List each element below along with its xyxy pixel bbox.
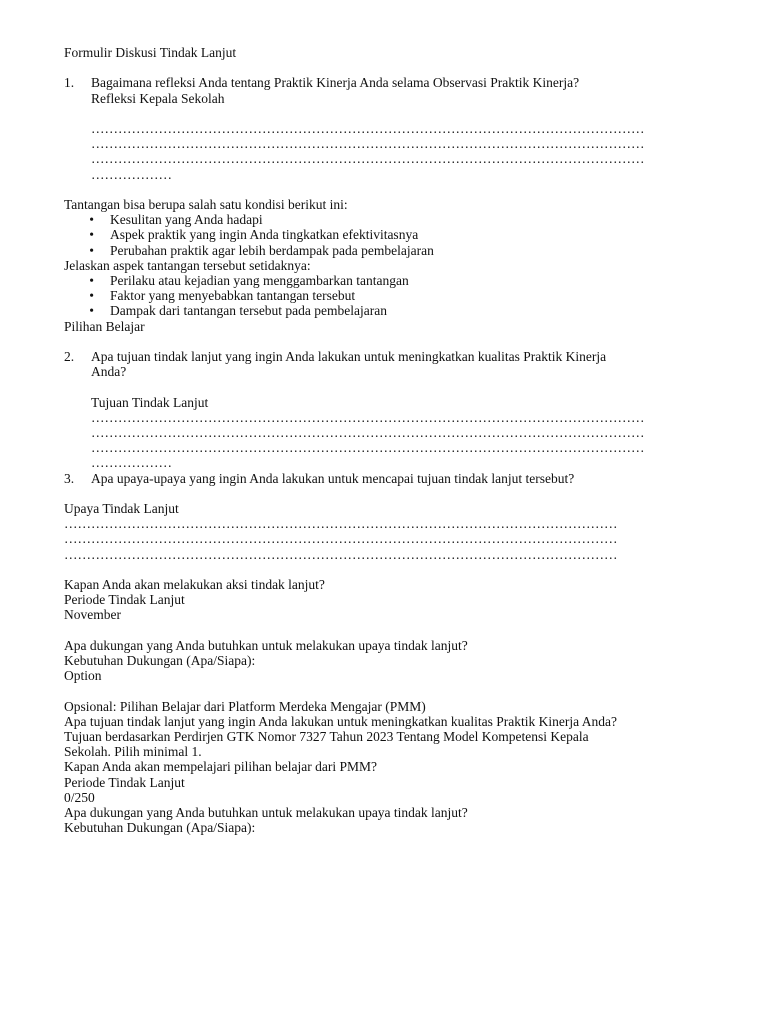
- question-2-number: 2.: [64, 349, 75, 364]
- opsional-kapan-question: Kapan Anda akan mempelajari pilihan belajar dari PMM?: [64, 759, 378, 775]
- question-3-number: 3.: [64, 470, 75, 486]
- question-2: [64, 349, 714, 471]
- dukungan-label: Kebutuhan Dukungan (Apa/Siapa):: [64, 653, 256, 668]
- dukungan-value: Option: [64, 668, 102, 684]
- character-counter: 0/250: [64, 789, 95, 805]
- opsional-dukungan-label: Kebutuhan Dukungan (Apa/Siapa):: [64, 820, 256, 836]
- refleksi-dots-line-1: ……………………………………………………………………………………………………………: [91, 120, 645, 136]
- bullet-icon: •: [89, 288, 94, 304]
- bullet-icon: •: [89, 212, 94, 228]
- question-2-text-line-1: Apa tujuan tindak lanjut yang ingin Anda lakukan untuk meningkatkan kualitas Praktik Kinerja: [91, 349, 607, 364]
- refleksi-dots-line-2: ……………………………………………………………………………………………………………: [91, 136, 645, 152]
- refleksi-dots-line-4: ………………: [91, 166, 172, 182]
- list-item: • Kesulitan yang Anda hadapi: [64, 212, 714, 227]
- question-3: [64, 471, 714, 486]
- question-2-text-line-2: Anda?: [91, 364, 127, 380]
- opsional-question: Apa tujuan tindak lanjut yang ingin Anda lakukan untuk meningkatkan kualitas Praktik Kinerja Anda?: [64, 713, 618, 729]
- bullet-icon: •: [89, 303, 94, 319]
- refleksi-label: Refleksi Kepala Sekolah: [91, 90, 225, 106]
- list-item: • Dampak dari tantangan tersebut pada pembelajaran: [64, 303, 714, 318]
- challenge-explain: Jelaskan aspek tantangan tersebut setidaknya:: [64, 257, 311, 273]
- list-item: • Faktor yang menyebabkan tantangan tersebut: [64, 288, 714, 303]
- document-title: Formulir Diskusi Tindak Lanjut: [64, 45, 237, 60]
- bullet-icon: •: [89, 273, 94, 288]
- question-1: [64, 75, 714, 181]
- upaya-dots-line-2: ……………………………………………………………………………………………………………: [64, 531, 618, 547]
- bullet-icon: •: [89, 242, 94, 258]
- tujuan-label: Tujuan Tindak Lanjut: [91, 394, 209, 410]
- opsional-periode-label: Periode Tindak Lanjut: [64, 774, 185, 790]
- dukungan-question: Apa dukungan yang Anda butuhkan untuk melakukan upaya tindak lanjut?: [64, 637, 468, 653]
- challenge-intro: Tantangan bisa berupa salah satu kondisi berikut ini:: [64, 196, 348, 212]
- periode-question: Kapan Anda akan melakukan aksi tindak lanjut?: [64, 577, 325, 592]
- question-1-number: 1.: [64, 75, 75, 91]
- question-1-text: Bagaimana refleksi Anda tentang Praktik Kinerja Anda selama Observasi Praktik Kinerja?: [91, 75, 580, 91]
- tujuan-dots-line-1: ……………………………………………………………………………………………………………: [91, 409, 645, 425]
- tujuan-dots-line-3: ……………………………………………………………………………………………………………: [91, 440, 645, 456]
- opsional-tujuan-line-1: Tujuan berdasarkan Perdirjen GTK Nomor 7327 Tahun 2023 Tentang Model Kompetensi Kepala: [64, 729, 589, 744]
- list-item: • Aspek praktik yang ingin Anda tingkatkan efektivitasnya: [64, 227, 714, 242]
- tujuan-dots-line-2: ……………………………………………………………………………………………………………: [91, 425, 645, 440]
- tujuan-dots-line-4: ………………: [91, 455, 172, 471]
- bullet-icon: •: [89, 227, 94, 243]
- list-item: • Perilaku atau kejadian yang menggambarkan tantangan: [64, 273, 714, 288]
- challenge-explain-list: [64, 273, 714, 319]
- pilihan-belajar-label: Pilihan Belajar: [64, 318, 145, 334]
- opsional-dukungan-question: Apa dukungan yang Anda butuhkan untuk melakukan upaya tindak lanjut?: [64, 805, 468, 821]
- document-page: [64, 45, 714, 835]
- periode-value: November: [64, 607, 121, 623]
- periode-label: Periode Tindak Lanjut: [64, 592, 185, 608]
- opsional-title: Opsional: Pilihan Belajar dari Platform Merdeka Mengajar (PMM): [64, 698, 426, 714]
- challenge-list: [64, 212, 714, 258]
- refleksi-dots-line-3: ……………………………………………………………………………………………………………: [91, 151, 645, 167]
- question-3-text: Apa upaya-upaya yang ingin Anda lakukan untuk mencapai tujuan tindak lanjut tersebut?: [91, 470, 575, 486]
- upaya-dots-line-3: ……………………………………………………………………………………………………………: [64, 546, 618, 562]
- opsional-tujuan-line-2: Sekolah. Pilih minimal 1.: [64, 744, 202, 760]
- upaya-label: Upaya Tindak Lanjut: [64, 501, 179, 516]
- upaya-dots-line-1: ……………………………………………………………………………………………………………: [64, 516, 618, 532]
- list-item: • Perubahan praktik agar lebih berdampak pada pembelajaran: [64, 243, 714, 258]
